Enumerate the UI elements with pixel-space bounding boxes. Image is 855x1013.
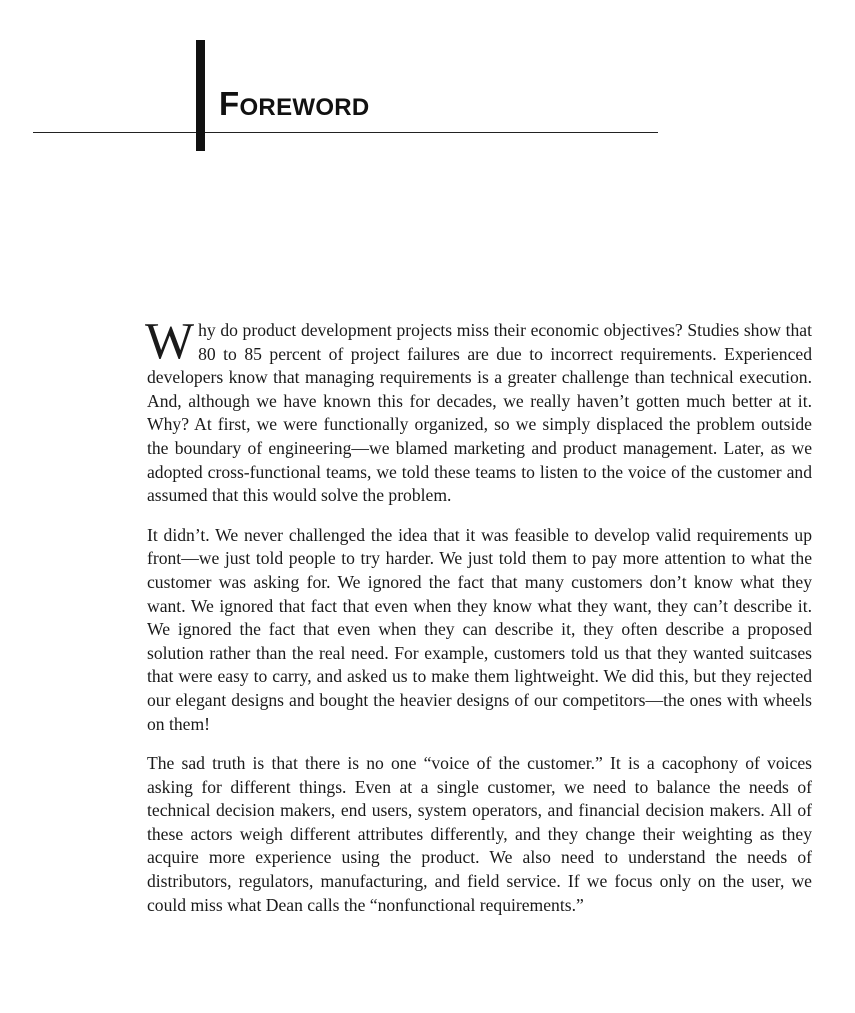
heading-bar [196, 40, 205, 151]
paragraph-1-text: hy do product development projects miss their economic objectives? Studies show that 80 to 85 percent of project failures are due to incorrect requirements. Experienced developers know that managing requirements is a greater challenge than technical execution. And, although we have known this for decades, we really haven’t gotten much better at it. Why? At first, we were functionally organized, so we simply displaced the problem outside the boundary of engineering—we blamed marketing and product management. Later, as we adopted cross-functional teams, we told these teams to listen to the voice of the customer and assumed that this would solve the problem. [147, 320, 812, 506]
paragraph-3: The sad truth is that there is no one “voice of the customer.” It is a cacophony of voices asking for different things. Even at a single customer, we need to balance the needs of technical decision makers, end users, system operators, and financial decision makers. All of these actors weigh different attributes differently, and they change their weighting as they acquire more experience using the product. We also need to understand the needs of distributors, regulators, manufacturing, and field service. If we focus only on the user, we could miss what Dean calls the “nonfunctional requirements.” [147, 753, 812, 915]
drop-cap: W [145, 313, 195, 370]
chapter-title-initial: F [219, 85, 240, 122]
chapter-title-rest: OREWORD [239, 94, 370, 121]
paragraph-1 [145, 313, 812, 508]
paragraph-2: It didn’t. We never challenged the idea that it was feasible to develop valid requirements up front—we just told people to try harder. We just told them to pay more attention to what the customer was asking for. We ignored the fact that many customers don’t know what they want. We ignored that fact that even when they know what they want, they can’t describe it. We ignored the fact that even when they can describe it, they often describe a proposed solution rather than the real need. For example, customers told us that they wanted suitcases that were easy to carry, and asked us to make them lightweight. We did this, but they rejected our elegant designs and bought the heavier designs of our competitors—the ones with wheels on them! [147, 524, 812, 734]
heading-rule [33, 132, 658, 133]
chapter-title [219, 84, 370, 128]
body-text [145, 313, 812, 933]
